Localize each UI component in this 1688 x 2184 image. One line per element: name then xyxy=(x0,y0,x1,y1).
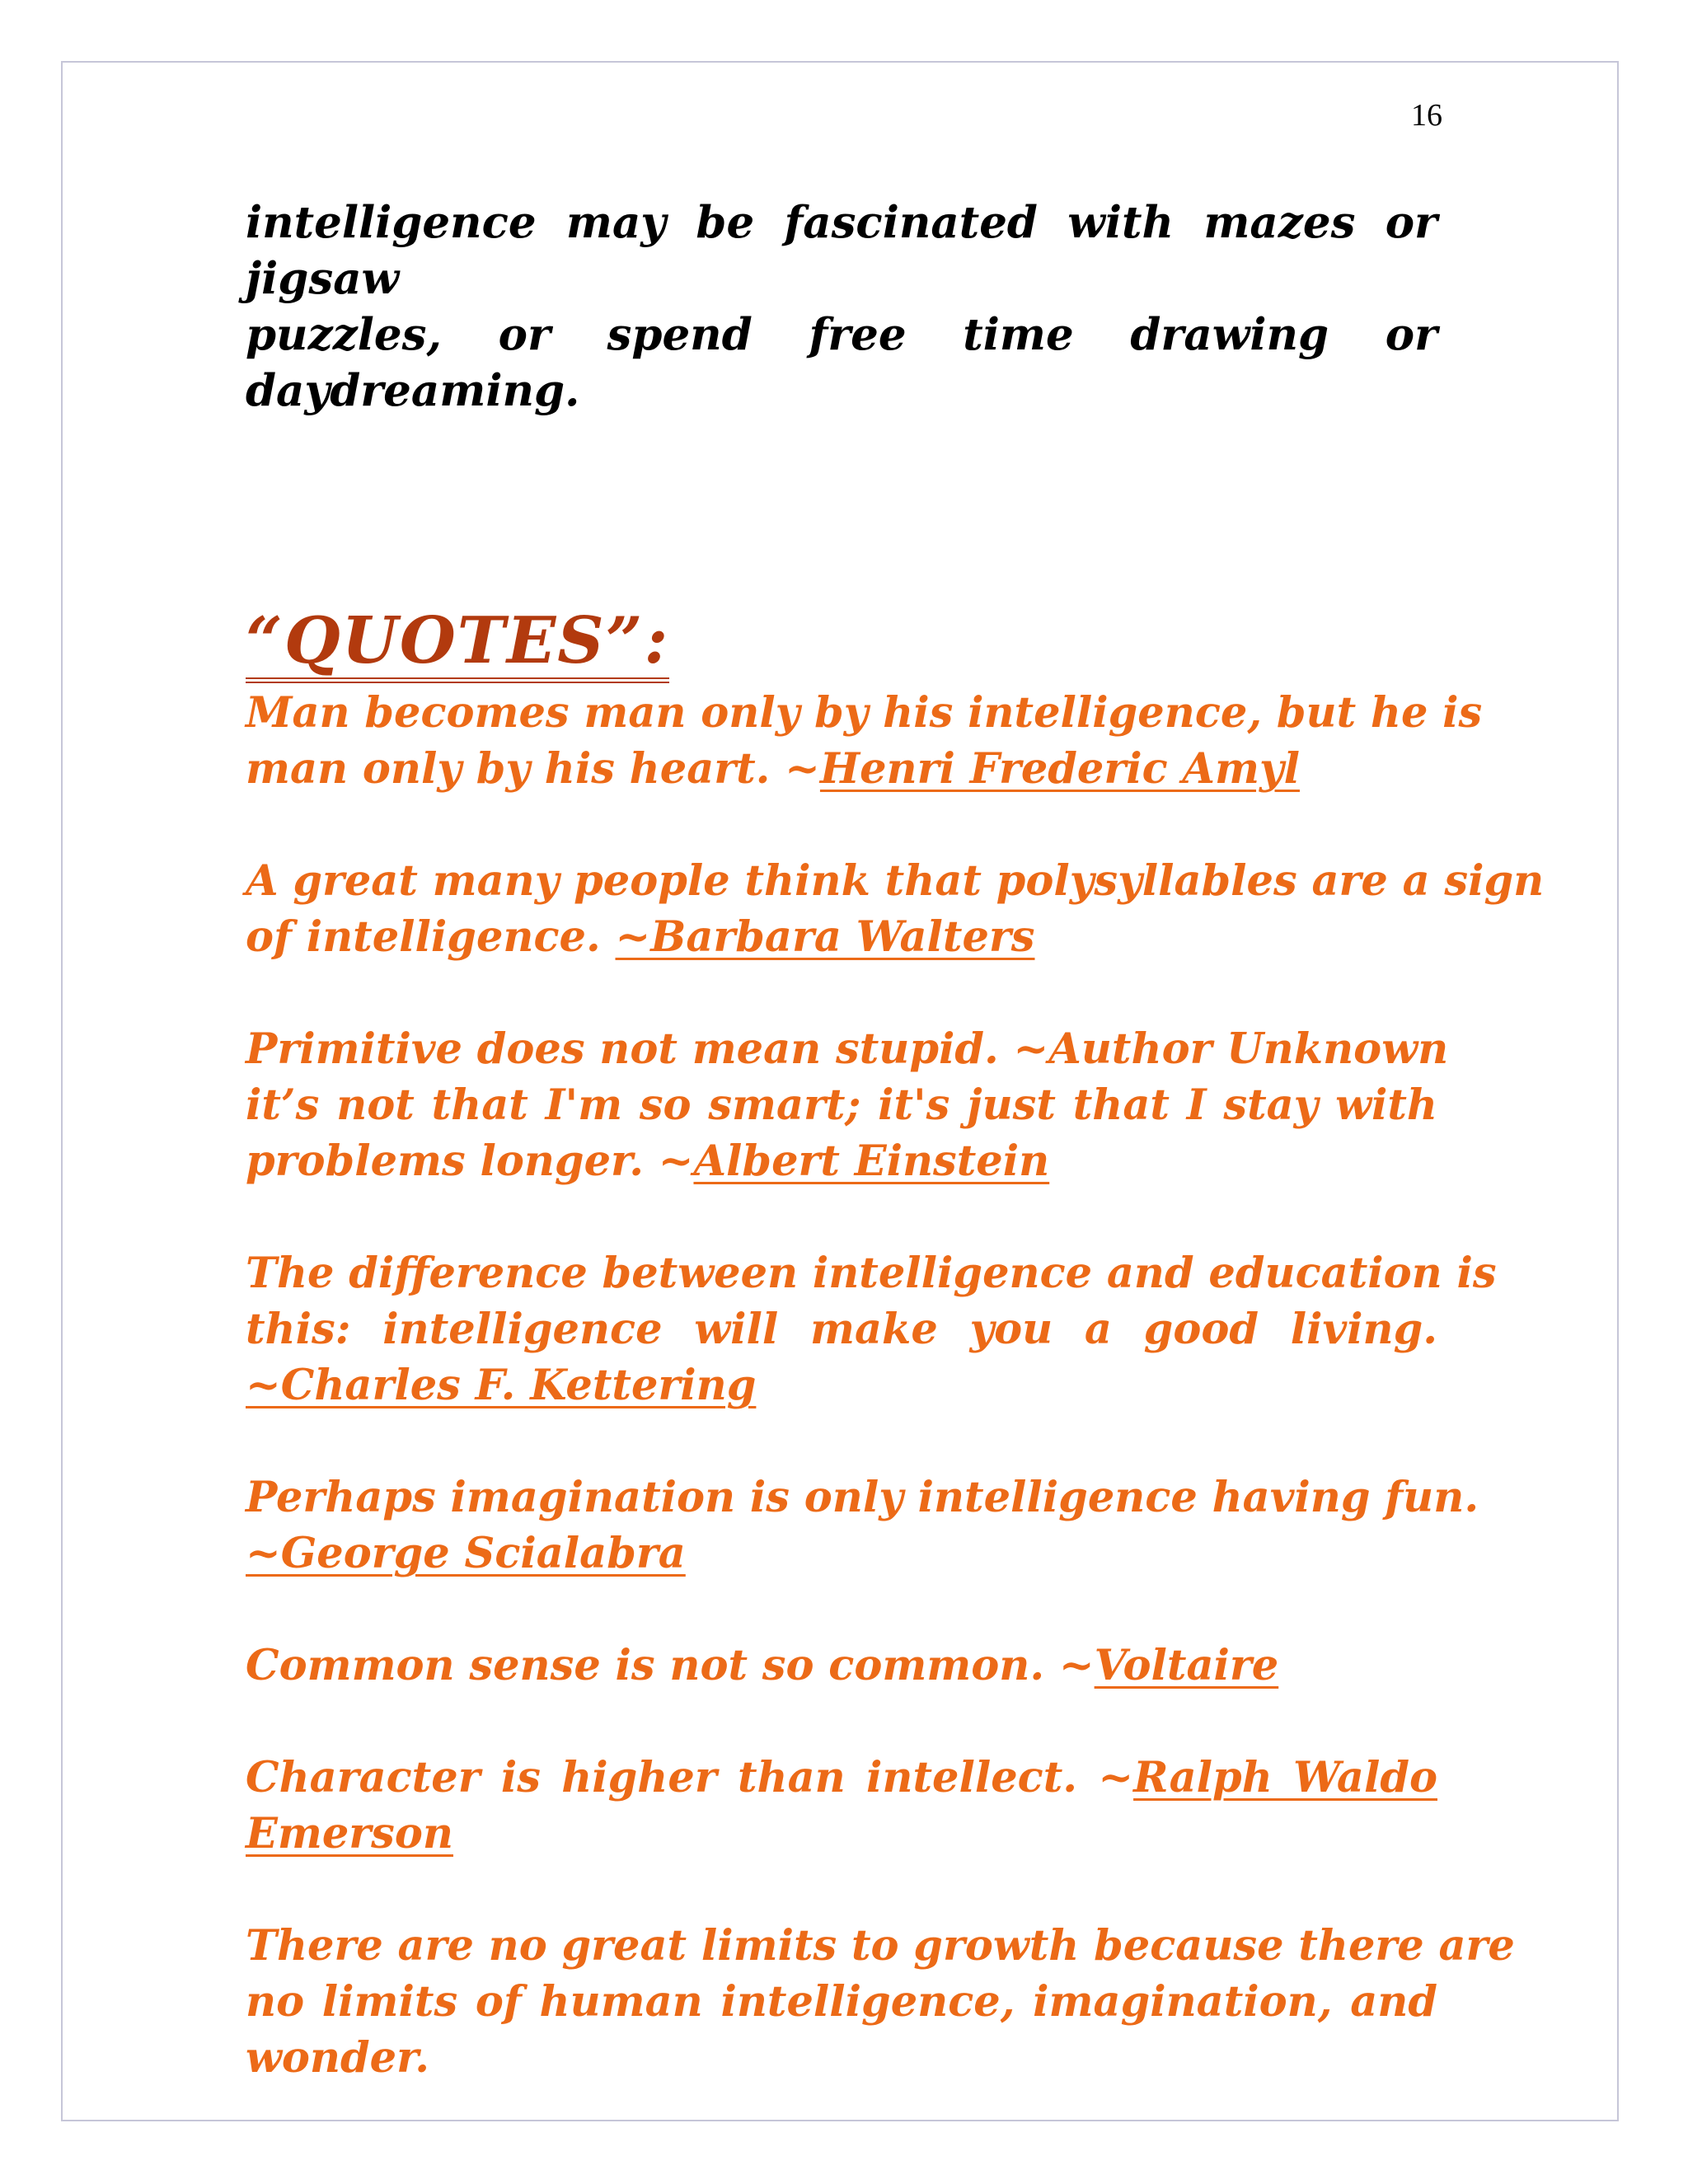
quote-author: Emerson xyxy=(246,1809,453,1858)
quote-author: Albert Einstein xyxy=(693,1137,1050,1186)
page-number: 16 xyxy=(1411,98,1442,133)
quote-text: problems longer. ~ xyxy=(246,1137,694,1186)
quote-einstein xyxy=(246,1021,1449,1189)
quote-line: Perhaps imagination is only intelligence having fun. xyxy=(246,1473,1479,1522)
quote-line: Man becomes man only by his intelligence, but he is xyxy=(246,688,1483,738)
quote-line: The difference between intelligence and education is xyxy=(246,1249,1497,1298)
quote-line xyxy=(246,1133,1437,1189)
quote-line: it’s not that I'm so smart; it's just that I stay with xyxy=(246,1080,1437,1130)
quote-voltaire xyxy=(246,1638,1437,1694)
quote-walters xyxy=(246,853,1545,965)
quote-scialabra xyxy=(246,1469,1479,1582)
quote-author: ~George Scialabra xyxy=(246,1529,686,1578)
quote-emerson xyxy=(246,1750,1437,1862)
page-content xyxy=(246,194,1545,2142)
quote-growth xyxy=(246,1918,1515,2086)
quote-line xyxy=(246,741,1437,797)
quote-text: man only by his heart. ~ xyxy=(246,744,820,794)
quote-line xyxy=(246,1638,1437,1694)
quote-author: ~Barbara Walters xyxy=(615,912,1035,962)
quote-line: Primitive does not mean stupid. ~Author Unknown xyxy=(246,1024,1449,1074)
quote-line xyxy=(246,909,1437,965)
quotes-heading: “QUOTES”: xyxy=(246,608,669,683)
quote-line: A great many people think that polysyllables are a sign xyxy=(246,856,1545,906)
quote-kettering xyxy=(246,1245,1497,1413)
quote-line: There are no great limits to growth because there are xyxy=(246,1921,1515,1971)
quote-author: Henri Frederic Amyl xyxy=(819,744,1300,794)
quote-line: no limits of human intelligence, imagination, and xyxy=(246,1977,1437,2027)
quote-line xyxy=(246,1806,1437,1862)
quote-amyl xyxy=(246,685,1483,797)
quote-line: wonder. xyxy=(246,2033,430,2083)
quote-author: ~Charles F. Kettering xyxy=(246,1361,757,1410)
quote-text: Common sense is not so common. ~ xyxy=(246,1641,1095,1690)
quote-author: Ralph Waldo xyxy=(1133,1753,1437,1802)
quote-line xyxy=(246,1357,1437,1413)
quote-text: of intelligence. xyxy=(246,912,616,962)
intro-line-1: intelligence may be fascinated with mazes or jigsaw xyxy=(246,197,1437,304)
intro-paragraph xyxy=(246,194,1437,419)
quote-line xyxy=(246,1750,1437,1806)
quote-text: Character is higher than intellect. ~ xyxy=(246,1753,1134,1802)
quote-line: this: intelligence will make you a good living. xyxy=(246,1305,1437,1354)
intro-line-2: puzzles, or spend free time drawing or daydreaming. xyxy=(246,309,1437,416)
quote-author: Voltaire xyxy=(1094,1641,1279,1690)
quote-line xyxy=(246,1526,1437,1582)
